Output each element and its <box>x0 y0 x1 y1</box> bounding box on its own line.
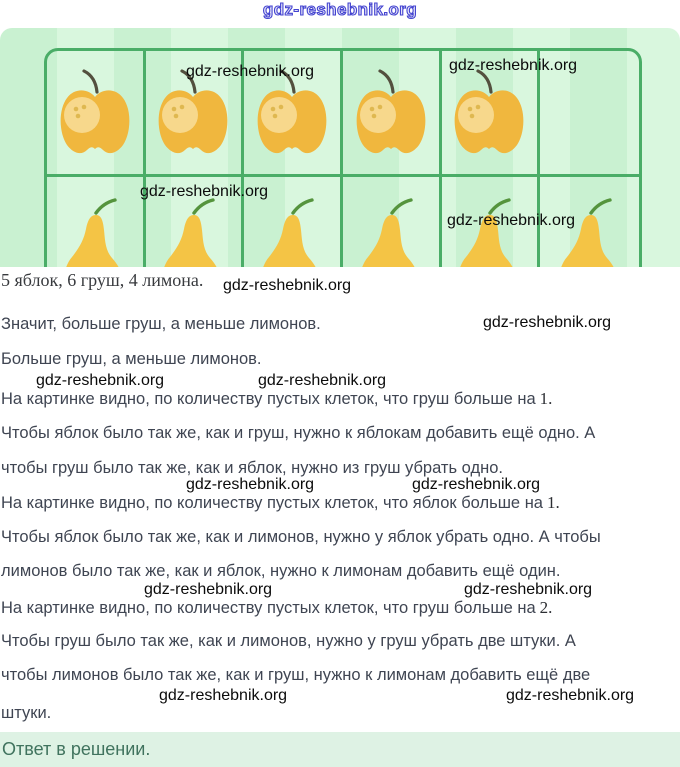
solution-observe-line <box>1 389 552 409</box>
observe-text: На картинке видно, по количеству пустых клеток, что груш больше на <box>1 390 536 408</box>
observe-text: На картинке видно, по количеству пустых клеток, что груш больше на <box>1 599 536 617</box>
solution-line: Чтобы яблок было так же, как и лимонов, нужно у яблок убрать одно. А чтобы <box>1 528 601 546</box>
solution-line: лимонов было так же, как и яблок, нужно к лимонам добавить ещё один. <box>1 562 561 580</box>
pear-icon <box>53 189 137 267</box>
solution-line: чтобы лимонов было так же, как и груш, нужно к лимонам добавить ещё две <box>1 666 591 684</box>
table-cell-apple <box>47 51 146 177</box>
table-cell-pear <box>47 177 146 267</box>
watermark-text: gdz-reshebnik.org <box>447 212 576 229</box>
diff-number: 1. <box>546 493 560 512</box>
apple-icon <box>349 66 433 160</box>
answer-bar <box>0 732 680 767</box>
watermark-text: gdz-reshebnik.org <box>412 476 541 493</box>
solution-given-line: 5 яблок, 6 груш, 4 лимона. <box>1 270 204 290</box>
watermark-text: gdz-reshebnik.org <box>464 581 593 598</box>
diff-number: 2. <box>539 598 553 617</box>
solution-line: Чтобы груш было так же, как и лимонов, нужно у груш убрать две штуки. А <box>1 632 576 650</box>
answer-text: Ответ в решении. <box>2 739 151 759</box>
solution-conclusion-line: Значит, больше груш, а меньше лимонов. <box>1 315 321 333</box>
solution-line: Чтобы яблок было так же, как и груш, нужно к яблокам добавить ещё одно. А <box>1 424 596 442</box>
watermark-text: gdz-reshebnik.org <box>483 314 612 331</box>
diff-number: 1. <box>539 389 553 408</box>
watermark-text: gdz-reshebnik.org <box>449 57 578 74</box>
apple-icon <box>53 66 137 160</box>
solution-restate-line: Больше груш, а меньше лимонов. <box>1 350 262 368</box>
solution-observe-line <box>1 493 560 513</box>
watermark-text: gdz-reshebnik.org <box>159 687 288 704</box>
site-watermark: gdz-reshebnik.org <box>262 0 418 19</box>
solution-line: штуки. <box>1 704 52 722</box>
watermark-text: gdz-reshebnik.org <box>506 687 635 704</box>
fruit-panel <box>0 28 680 267</box>
watermark-text: gdz-reshebnik.org <box>36 372 165 389</box>
apple-icon <box>447 66 531 160</box>
watermark-text: gdz-reshebnik.org <box>186 476 315 493</box>
watermark-text: gdz-reshebnik.org <box>223 277 352 294</box>
observe-text: На картинке видно, по количеству пустых клеток, что яблок больше на <box>1 494 543 512</box>
watermark-text: gdz-reshebnik.org <box>144 581 273 598</box>
watermark-text: gdz-reshebnik.org <box>186 63 315 80</box>
table-cell-pear <box>343 177 442 267</box>
watermark-text: gdz-reshebnik.org <box>258 372 387 389</box>
watermark-text: gdz-reshebnik.org <box>140 183 269 200</box>
solution-line: чтобы груш было так же, как и яблок, нужно из груш убрать одно. <box>1 459 503 477</box>
table-cell-apple <box>343 51 442 177</box>
fruit-table <box>44 48 642 267</box>
pear-icon <box>349 189 433 267</box>
solution-observe-line <box>1 598 552 618</box>
